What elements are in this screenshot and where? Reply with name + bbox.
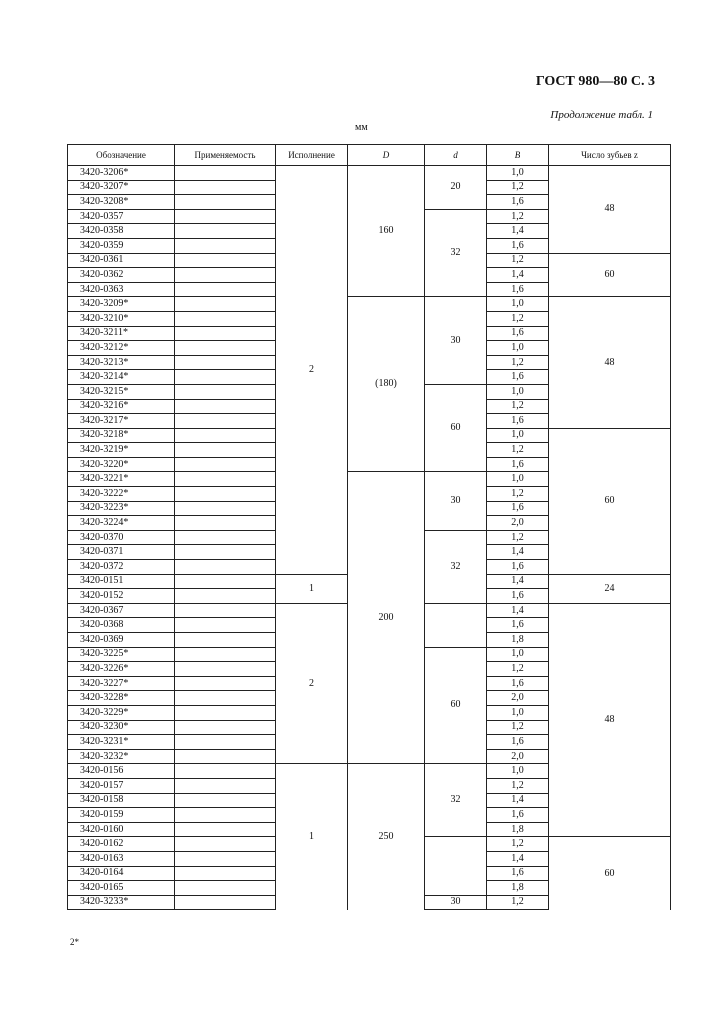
applicability-cell xyxy=(175,589,276,604)
applicability-cell xyxy=(175,268,276,283)
designation-cell: 3420-0361 xyxy=(68,253,175,268)
width-cell: 1,0 xyxy=(487,764,549,779)
width-cell: 1,0 xyxy=(487,705,549,720)
designation-cell: 3420-0369 xyxy=(68,633,175,648)
applicability-cell xyxy=(175,647,276,662)
designation-cell: 3420-0370 xyxy=(68,530,175,545)
width-cell: 1,2 xyxy=(487,487,549,502)
designation-cell: 3420-3217* xyxy=(68,414,175,429)
designation-cell: 3420-0359 xyxy=(68,238,175,253)
units-label: мм xyxy=(355,122,368,133)
applicability-cell xyxy=(175,895,276,910)
designation-cell: 3420-0372 xyxy=(68,560,175,575)
width-cell: 2,0 xyxy=(487,516,549,531)
col-header-teeth: Число зубьев z xyxy=(549,145,671,166)
col-header-D: D xyxy=(348,145,425,166)
width-cell: 1,2 xyxy=(487,837,549,852)
width-cell: 1,6 xyxy=(487,282,549,297)
width-cell: 1,6 xyxy=(487,866,549,881)
width-cell: 1,6 xyxy=(487,238,549,253)
inner-diameter-cell: 30 xyxy=(425,895,487,910)
table-continuation-label: Продолжение табл. 1 xyxy=(550,109,653,121)
width-cell: 1,2 xyxy=(487,311,549,326)
designation-cell: 3420-3212* xyxy=(68,341,175,356)
width-cell: 1,0 xyxy=(487,166,549,181)
applicability-cell xyxy=(175,618,276,633)
applicability-cell xyxy=(175,253,276,268)
applicability-cell xyxy=(175,370,276,385)
outer-diameter-cell: 160 xyxy=(348,166,425,297)
width-cell: 2,0 xyxy=(487,749,549,764)
designation-cell: 3420-3216* xyxy=(68,399,175,414)
outer-diameter-cell: 200 xyxy=(348,472,425,764)
width-cell: 1,0 xyxy=(487,384,549,399)
designation-cell: 3420-0371 xyxy=(68,545,175,560)
applicability-cell xyxy=(175,341,276,356)
applicability-cell xyxy=(175,195,276,210)
inner-diameter-cell: 30 xyxy=(425,297,487,385)
width-cell: 1,2 xyxy=(487,355,549,370)
execution-cell: 1 xyxy=(276,574,348,603)
teeth-count-cell: 60 xyxy=(549,428,671,574)
applicability-cell xyxy=(175,282,276,297)
designation-cell: 3420-3229* xyxy=(68,705,175,720)
designation-cell: 3420-3211* xyxy=(68,326,175,341)
applicability-cell xyxy=(175,881,276,896)
width-cell: 1,6 xyxy=(487,195,549,210)
width-cell: 1,4 xyxy=(487,603,549,618)
width-cell: 1,4 xyxy=(487,224,549,239)
designation-cell: 3420-3221* xyxy=(68,472,175,487)
designation-cell: 3420-3228* xyxy=(68,691,175,706)
designation-cell: 3420-3207* xyxy=(68,180,175,195)
width-cell: 1,4 xyxy=(487,851,549,866)
width-cell: 1,8 xyxy=(487,633,549,648)
inner-diameter-cell: 60 xyxy=(425,384,487,472)
width-cell: 1,2 xyxy=(487,209,549,224)
applicability-cell xyxy=(175,326,276,341)
designation-cell: 3420-3213* xyxy=(68,355,175,370)
parts-table xyxy=(67,144,671,910)
inner-diameter-cell: 60 xyxy=(425,647,487,764)
applicability-cell xyxy=(175,443,276,458)
applicability-cell xyxy=(175,778,276,793)
applicability-cell xyxy=(175,487,276,502)
inner-diameter-cell: 30 xyxy=(425,472,487,530)
width-cell: 1,4 xyxy=(487,793,549,808)
width-cell: 1,6 xyxy=(487,735,549,750)
designation-cell: 3420-3232* xyxy=(68,749,175,764)
width-cell: 1,4 xyxy=(487,268,549,283)
width-cell: 1,6 xyxy=(487,560,549,575)
designation-cell: 3420-3208* xyxy=(68,195,175,210)
teeth-count-cell: 24 xyxy=(549,574,671,603)
width-cell: 1,6 xyxy=(487,457,549,472)
applicability-cell xyxy=(175,399,276,414)
table-header-row xyxy=(68,145,671,166)
applicability-cell xyxy=(175,414,276,429)
applicability-cell xyxy=(175,457,276,472)
designation-cell: 3420-3210* xyxy=(68,311,175,326)
designation-cell: 3420-3209* xyxy=(68,297,175,312)
width-cell: 1,2 xyxy=(487,778,549,793)
width-cell: 1,2 xyxy=(487,895,549,910)
designation-cell: 3420-0151 xyxy=(68,574,175,589)
inner-diameter-cell xyxy=(425,837,487,895)
designation-cell: 3420-3214* xyxy=(68,370,175,385)
applicability-cell xyxy=(175,530,276,545)
applicability-cell xyxy=(175,676,276,691)
outer-diameter-cell: (180) xyxy=(348,297,425,472)
designation-cell: 3420-3226* xyxy=(68,662,175,677)
table-row xyxy=(68,297,671,312)
applicability-cell xyxy=(175,735,276,750)
applicability-cell xyxy=(175,720,276,735)
execution-cell: 2 xyxy=(276,603,348,764)
applicability-cell xyxy=(175,837,276,852)
inner-diameter-cell: 32 xyxy=(425,209,487,297)
designation-cell: 3420-3218* xyxy=(68,428,175,443)
designation-cell: 3420-3233* xyxy=(68,895,175,910)
col-header-ispolnenie: Исполнение xyxy=(276,145,348,166)
width-cell: 1,0 xyxy=(487,341,549,356)
applicability-cell xyxy=(175,166,276,181)
width-cell: 2,0 xyxy=(487,691,549,706)
designation-cell: 3420-0163 xyxy=(68,851,175,866)
execution-cell: 1 xyxy=(276,764,348,910)
designation-cell: 3420-3225* xyxy=(68,647,175,662)
designation-cell: 3420-3227* xyxy=(68,676,175,691)
width-cell: 1,6 xyxy=(487,676,549,691)
designation-cell: 3420-3231* xyxy=(68,735,175,750)
width-cell: 1,8 xyxy=(487,881,549,896)
width-cell: 1,0 xyxy=(487,647,549,662)
applicability-cell xyxy=(175,209,276,224)
width-cell: 1,0 xyxy=(487,428,549,443)
designation-cell: 3420-0159 xyxy=(68,808,175,823)
applicability-cell xyxy=(175,545,276,560)
designation-cell: 3420-0160 xyxy=(68,822,175,837)
applicability-cell xyxy=(175,297,276,312)
width-cell: 1,0 xyxy=(487,472,549,487)
designation-cell: 3420-3219* xyxy=(68,443,175,458)
designation-cell: 3420-0164 xyxy=(68,866,175,881)
applicability-cell xyxy=(175,560,276,575)
footer-mark: 2* xyxy=(70,937,79,947)
width-cell: 1,4 xyxy=(487,574,549,589)
width-cell: 1,6 xyxy=(487,618,549,633)
applicability-cell xyxy=(175,180,276,195)
designation-cell: 3420-0368 xyxy=(68,618,175,633)
designation-cell: 3420-3222* xyxy=(68,487,175,502)
width-cell: 1,6 xyxy=(487,589,549,604)
designation-cell: 3420-3220* xyxy=(68,457,175,472)
applicability-cell xyxy=(175,866,276,881)
applicability-cell xyxy=(175,516,276,531)
designation-cell: 3420-3206* xyxy=(68,166,175,181)
applicability-cell xyxy=(175,691,276,706)
width-cell: 1,6 xyxy=(487,808,549,823)
designation-cell: 3420-0362 xyxy=(68,268,175,283)
teeth-count-cell: 48 xyxy=(549,166,671,254)
col-header-oboznachenie: Обозначение xyxy=(68,145,175,166)
applicability-cell xyxy=(175,238,276,253)
applicability-cell xyxy=(175,472,276,487)
width-cell: 1,2 xyxy=(487,180,549,195)
applicability-cell xyxy=(175,705,276,720)
applicability-cell xyxy=(175,851,276,866)
width-cell: 1,8 xyxy=(487,822,549,837)
inner-diameter-cell: 32 xyxy=(425,764,487,837)
applicability-cell xyxy=(175,633,276,648)
applicability-cell xyxy=(175,384,276,399)
width-cell: 1,2 xyxy=(487,720,549,735)
table-body xyxy=(68,166,671,910)
width-cell: 1,2 xyxy=(487,662,549,677)
designation-cell: 3420-0152 xyxy=(68,589,175,604)
designation-cell: 3420-3230* xyxy=(68,720,175,735)
width-cell: 1,2 xyxy=(487,399,549,414)
designation-cell: 3420-0156 xyxy=(68,764,175,779)
applicability-cell xyxy=(175,662,276,677)
applicability-cell xyxy=(175,808,276,823)
designation-cell: 3420-3215* xyxy=(68,384,175,399)
designation-cell: 3420-0165 xyxy=(68,881,175,896)
execution-cell: 2 xyxy=(276,166,348,575)
teeth-count-cell: 48 xyxy=(549,297,671,428)
designation-cell: 3420-3224* xyxy=(68,516,175,531)
designation-cell: 3420-0162 xyxy=(68,837,175,852)
width-cell: 1,6 xyxy=(487,326,549,341)
applicability-cell xyxy=(175,749,276,764)
width-cell: 1,2 xyxy=(487,530,549,545)
teeth-count-cell: 48 xyxy=(549,603,671,837)
designation-cell: 3420-0158 xyxy=(68,793,175,808)
inner-diameter-cell xyxy=(425,603,487,647)
width-cell: 1,6 xyxy=(487,501,549,516)
applicability-cell xyxy=(175,355,276,370)
designation-cell: 3420-0157 xyxy=(68,778,175,793)
designation-cell: 3420-3223* xyxy=(68,501,175,516)
teeth-count-cell: 60 xyxy=(549,253,671,297)
designation-cell: 3420-0357 xyxy=(68,209,175,224)
width-cell: 1,6 xyxy=(487,414,549,429)
width-cell: 1,4 xyxy=(487,545,549,560)
width-cell: 1,0 xyxy=(487,297,549,312)
applicability-cell xyxy=(175,603,276,618)
teeth-count-cell: 60 xyxy=(549,837,671,910)
page-header: ГОСТ 980—80 С. 3 xyxy=(535,74,655,89)
col-header-d: d xyxy=(425,145,487,166)
outer-diameter-cell: 250 xyxy=(348,764,425,910)
applicability-cell xyxy=(175,793,276,808)
inner-diameter-cell: 32 xyxy=(425,530,487,603)
col-header-B: B xyxy=(487,145,549,166)
applicability-cell xyxy=(175,822,276,837)
table-row xyxy=(68,166,671,181)
applicability-cell xyxy=(175,501,276,516)
applicability-cell xyxy=(175,764,276,779)
applicability-cell xyxy=(175,574,276,589)
designation-cell: 3420-0358 xyxy=(68,224,175,239)
inner-diameter-cell: 20 xyxy=(425,166,487,210)
designation-cell: 3420-0367 xyxy=(68,603,175,618)
applicability-cell xyxy=(175,224,276,239)
applicability-cell xyxy=(175,311,276,326)
applicability-cell xyxy=(175,428,276,443)
width-cell: 1,6 xyxy=(487,370,549,385)
col-header-primenyaemost: Применяемость xyxy=(175,145,276,166)
designation-cell: 3420-0363 xyxy=(68,282,175,297)
width-cell: 1,2 xyxy=(487,443,549,458)
width-cell: 1,2 xyxy=(487,253,549,268)
